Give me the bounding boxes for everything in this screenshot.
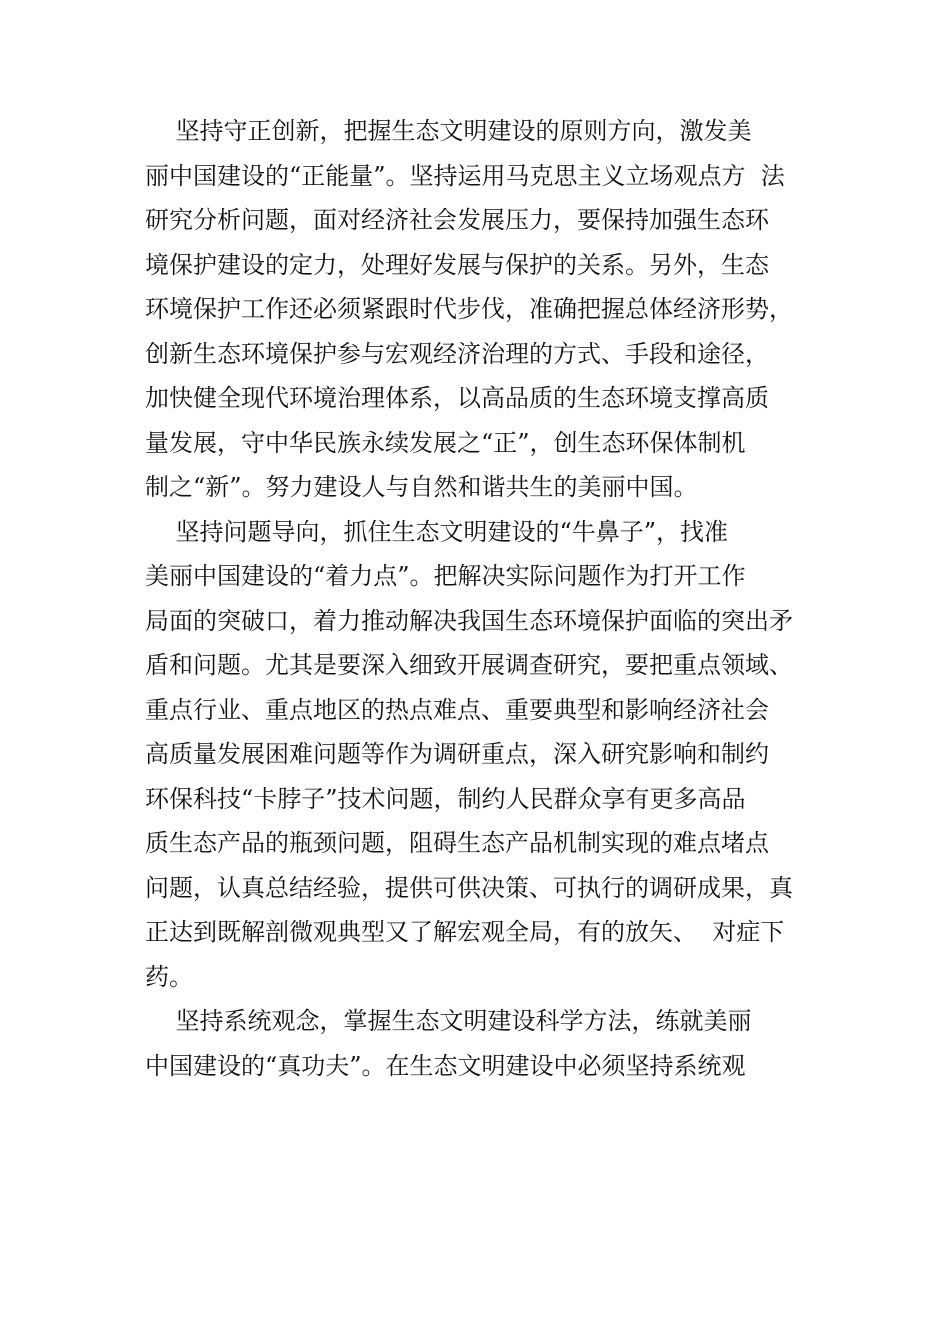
text-line: 加快健全现代环境治理体系，以高品质的生态环境支撑高质 — [145, 384, 769, 412]
text-line: 丽中国建设的“正能量”。坚持运用马克思主义立场观点方 法 — [145, 161, 785, 190]
text-line: 中国建设的“真功夫”。在生态文明建设中必须坚持系统观 — [145, 1051, 746, 1080]
text-line: 局面的突破口，着力推动解决我国生态环境保护面临的突出矛 — [145, 606, 793, 635]
paragraph-1 — [145, 109, 825, 510]
text-line: 高质量发展困难问题等作为调研重点，深入研究影响和制约 — [145, 740, 769, 768]
text-line: 坚持守正创新，把握生态文明建设的原则方向，激发美 — [145, 117, 752, 145]
document-body — [145, 109, 825, 1088]
paragraph-3 — [145, 999, 825, 1088]
text-line: 坚持问题导向，抓住生态文明建设的“牛鼻子”，找准 — [145, 517, 729, 546]
text-line: 研究分析问题，面对经济社会发展压力，要保持加强生态环 — [145, 206, 769, 234]
text-line: 环保科技“卡脖子”技术问题，制约人民群众享有更多高品 — [145, 784, 746, 813]
text-line: 制之“新”。努力建设人与自然和谐共生的美丽中国。 — [145, 473, 698, 501]
text-line: 重点行业、重点地区的热点难点、重要典型和影响经济社会 — [145, 695, 769, 724]
text-line: 问题，认真总结经验，提供可供决策、可执行的调研成果，真 — [145, 873, 793, 902]
text-line: 量发展，守中华民族永续发展之“正”，创生态环保体制机 — [145, 428, 746, 457]
text-line: 盾和问题。尤其是要深入细致开展调查研究，要把重点领域、 — [145, 651, 793, 679]
text-line: 环境保护工作还必须紧跟时代步伐，准确把握总体经济形势， — [145, 295, 793, 323]
text-line: 境保护建设的定力，处理好发展与保护的关系。另外，生态 — [145, 250, 769, 279]
text-line: 正达到既解剖微观典型又了解宏观全局，有的放矢、 对症下 — [145, 918, 785, 946]
text-line: 质生态产品的瓶颈问题，阻碍生态产品机制实现的难点堵点 — [145, 829, 769, 857]
text-line: 坚持系统观念，掌握生态文明建设科学方法，练就美丽 — [145, 1007, 752, 1035]
text-line: 药。 — [145, 962, 193, 991]
paragraph-2 — [145, 510, 825, 1000]
text-line: 美丽中国建设的“着力点”。把解决实际问题作为打开工作 — [145, 562, 746, 590]
text-line: 创新生态环境保护参与宏观经济治理的方式、手段和途径， — [145, 339, 769, 368]
